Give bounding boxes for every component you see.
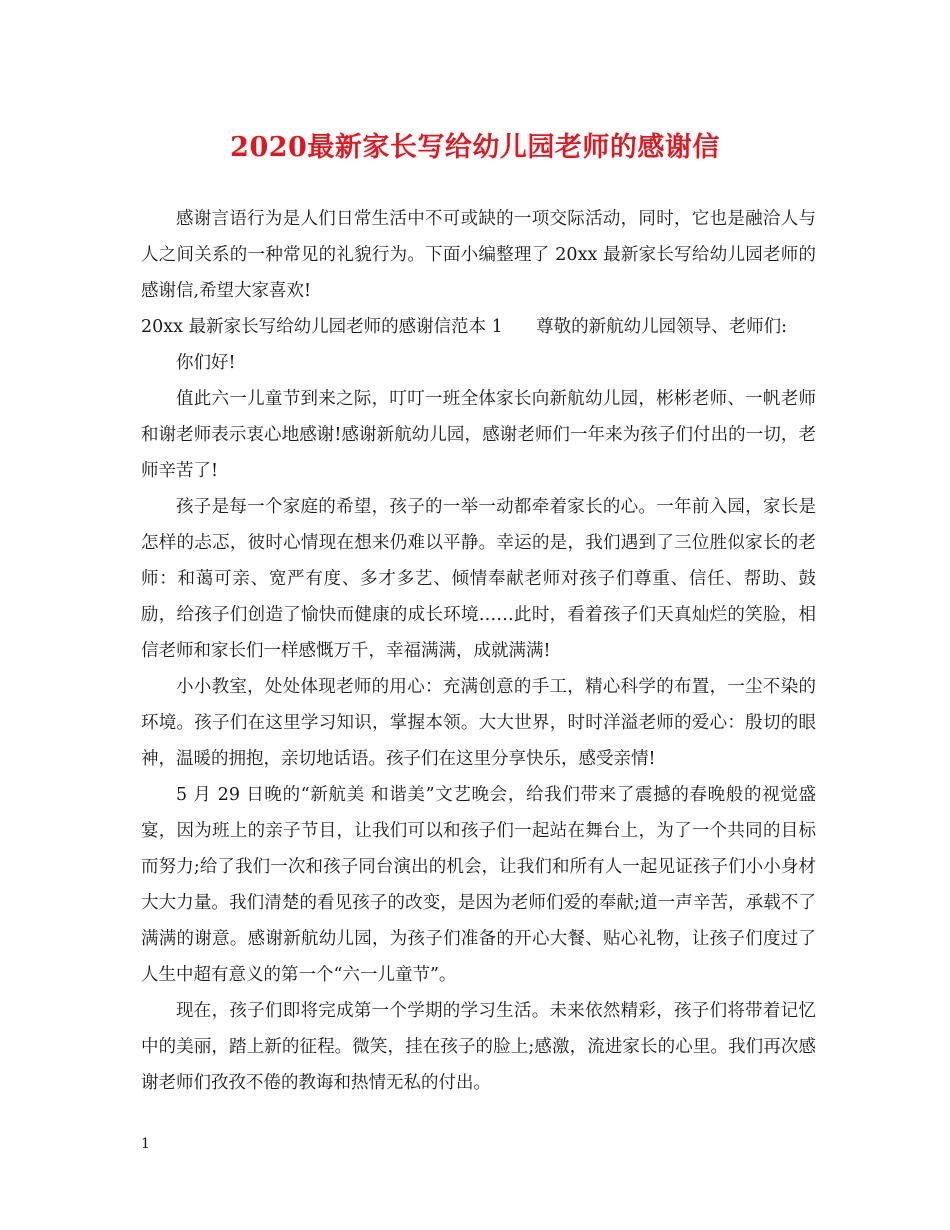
document-body xyxy=(141,201,816,1101)
body-paragraph: 5 月 29 日晚的“新航美 和谐美”文艺晚会，给我们带来了震撼的春晚般的视觉盛宴，因为班上的亲子节目，让我们可以和孩子们一起站在舞台上，为了一个共同的目标而努力;给了我们一次和孩子同台演出的机会，让我们和所有人一起见证孩子们小小身材大大力量。我们清楚的看见孩子的改变，是因为老师们爱的奉献;道一声辛苦，承载不了满满的谢意。感谢新航幼儿园，为孩子们准备的开心大餐、贴心礼物，让孩子们度过了人生中超有意义的第一个“六一儿童节”。 xyxy=(141,785,816,985)
page-number: 1 xyxy=(141,1136,150,1152)
document-title: 2020最新家长写给幼儿园老师的感谢信 xyxy=(230,132,720,163)
sample-heading-line: 20xx 最新家长写给幼儿园老师的感谢信范本 1 尊敬的新航幼儿园领导、老师们: xyxy=(141,317,788,337)
body-paragraph: 孩子是每一个家庭的希望，孩子的一举一动都牵着家长的心。一年前入园，家长是怎样的忐忑，彼时心情现在想来仍难以平静。幸运的是，我们遇到了三位胜似家长的老师：和蔼可亲、宽严有度、多才多艺、倾情奉献老师对孩子们尊重、信任、帮助、鼓励，给孩子们创造了愉快而健康的成长环境……此时，看着孩子们天真灿烂的笑脸，相信老师和家长们一样感慨万千，幸福满满，成就满满! xyxy=(141,497,816,661)
greeting-paragraph: 你们好! xyxy=(176,353,236,373)
intro-paragraph: 感谢言语行为是人们日常生活中不可或缺的一项交际活动，同时，它也是融洽人与人之间关系的一种常见的礼貌行为。下面小编整理了 20xx 最新家长写给幼儿园老师的感谢信,希望大家喜欢! xyxy=(141,209,816,301)
body-paragraph: 现在，孩子们即将完成第一个学期的学习生活。未来依然精彩，孩子们将带着记忆中的美丽，踏上新的征程。微笑，挂在孩子的脸上;感激，流进家长的心里。我们再次感谢老师们孜孜不倦的教诲和热情无私的付出。 xyxy=(141,1001,816,1093)
body-paragraph: 值此六一儿童节到来之际，叮叮一班全体家长向新航幼儿园，彬彬老师、一帆老师和谢老师表示衷心地感谢!感谢新航幼儿园，感谢老师们一年来为孩子们付出的一切，老师辛苦了! xyxy=(141,389,816,481)
body-paragraph: 小小教室，处处体现老师的用心：充满创意的手工，精心科学的布置，一尘不染的环境。孩子们在这里学习知识，掌握本领。大大世界，时时洋溢老师的爱心：殷切的眼神，温暖的拥抱，亲切地话语。孩子们在这里分享快乐，感受亲情! xyxy=(141,677,816,769)
